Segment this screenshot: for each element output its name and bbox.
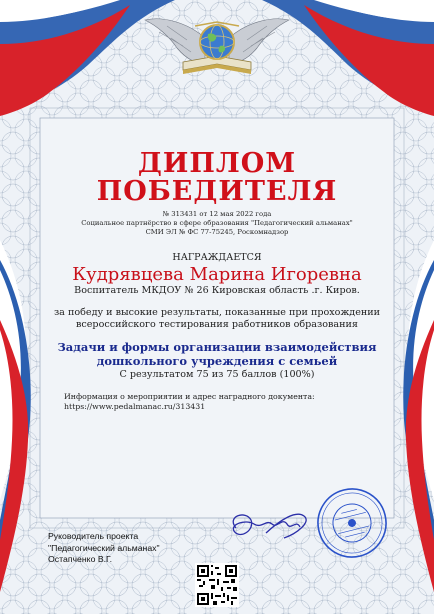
recipient-position: Воспитатель МКДОУ № 26 Кировская область .г. Киров.: [74, 285, 360, 296]
signatory-project: "Педагогический альманах": [48, 542, 160, 553]
registration-text: СМИ ЭЛ № ФС 77-75245, Роскомнадзор: [145, 228, 289, 236]
info-url[interactable]: https://www.pedalmanac.ru/313431: [64, 402, 206, 411]
document-number: № 313431 от 12 мая 2022 года: [162, 210, 272, 218]
test-result: С результатом 75 из 75 баллов (100%): [119, 369, 315, 380]
recipient-name: Кудрявцева Марина Игоревна: [72, 264, 362, 285]
title-line-1: ДИПЛОМ: [137, 148, 297, 179]
info-label: Информация о мероприятии и адрес наградного документа:: [64, 392, 315, 401]
contest-title-line-2: дошкольного учреждения с семьей: [96, 354, 338, 368]
partnership-text: Социальное партнёрство в сфере образования "Педагогический альманах": [81, 219, 353, 227]
signatory-role: Руководитель проекта: [48, 531, 139, 541]
award-reason-line-2: всероссийского тестирования работников образования: [75, 319, 358, 330]
contest-title-line-1: Задачи и формы организации взаимодействия: [57, 340, 377, 354]
qr-code: [195, 563, 239, 607]
award-reason-line-1: за победу и высокие результаты, показанные при прохождении: [53, 307, 381, 318]
title-line-2: ПОБЕДИТЕЛЯ: [96, 176, 338, 207]
awarded-label: НАГРАЖДАЕТСЯ: [172, 252, 262, 263]
signatory-name: Остапченко В.Г.: [48, 554, 113, 564]
